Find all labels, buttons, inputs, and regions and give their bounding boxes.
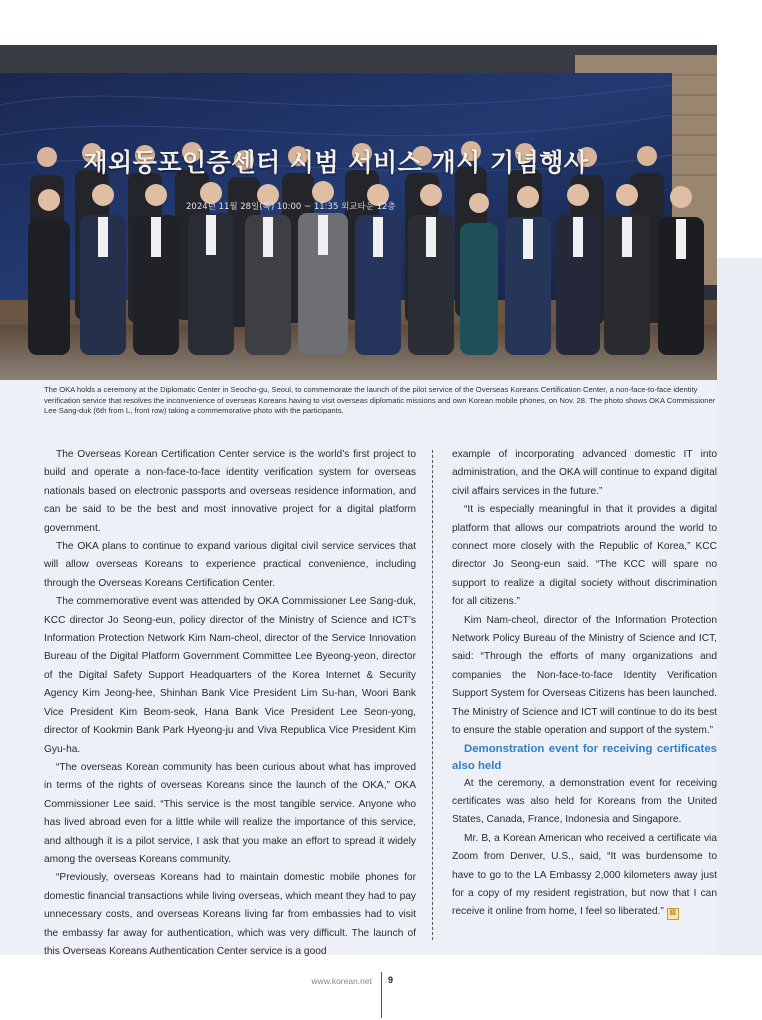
paragraph: The OKA plans to continue to expand various digital civil service services that will allow overseas Koreans to experience practical convenience, including through the Overseas Koreans Certification Center.: [44, 541, 416, 589]
paragraph: The commemorative event was attended by OKA Commissioner Lee Sang-duk, KCC director Jo Seong-eun, policy director of the Ministry of Science and ICT’s Information Protection Network Kim Nam-cheol, director of the Service Innovation Bureau of the Digital Platform Government Committee Lee Byeong-yeon, director of the Digital Safety Support Headquarters of the Korea Internet & Security Agency Kim Jeong-hee, Shinhan Bank Vice President Lim Su-han, Woori Bank Vice President Kim Beom-seok, Hana Bank Vice President Lee Seon-yong, director of Kookmin Bank Park Hyeong-ju and Viva Republica Vice President Kim Gyu-ha.: [44, 596, 416, 755]
footer-divider: [381, 972, 382, 1018]
ceremony-photo-illustration: [0, 45, 717, 380]
paragraph: Kim Nam-cheol, director of the Information Protection Network Policy Bureau of the Ministry of Science and ICT, said: “Through the efforts of many organizations and companies the Non-face-to-face Identity Verification Support System for Overseas Citizens has been launched. The Ministry of Science and ICT will continue to do its best to ensure the stable operation and support of the system.”: [452, 614, 717, 737]
footer-url: www.korean.net: [311, 976, 372, 986]
section-subheading: Demonstration event for receiving certificates also held: [452, 742, 717, 772]
page-number: 9: [388, 975, 394, 985]
article-end-mark-icon: 韓: [667, 908, 679, 920]
article-right-column: [452, 446, 717, 922]
paragraph: “The overseas Korean community has been curious about what has improved in terms of the rights of overseas Koreans since the launch of the OKA,” OKA Commissioner Lee said. “This service is the most tangible service. Anyone who has lived abroad even for a little while will realize the importance of this service, and although it is a pilot service, I ask that you make an effort to spread it widely among the overseas Koreans community.: [44, 761, 416, 865]
banner-title: 재외동포인증센터 시범 서비스 개시 기념행사: [83, 148, 589, 177]
paragraph-continuation: example of incorporating advanced domestic IT into administration, and the OKA will continue to expand digital civil affairs services in the future.”: [452, 449, 717, 497]
ceremony-photo: [0, 45, 717, 380]
paragraph: At the ceremony, a demonstration event for receiving certificates was also held for Koreans from the United States, Canada, France, Indonesia and Singapore.: [452, 777, 717, 826]
paragraph-text: Mr. B, a Korean American who received a certificate via Zoom from Denver, U.S., said, “It was burdensome to have to go to the LA Embassy 2,000 kilometers away just for a copy of my resident registration, but now that I can receive it online from home, I feel so liberated.”: [452, 832, 717, 918]
article-left-column: [44, 446, 416, 961]
banner-subtitle: 2024년 11월 28일(목) 10:00 ~ 11:35 외교타운 12층: [186, 202, 396, 212]
paragraph: “It is especially meaningful in that it provides a digital platform that allows our compatriots around the world to connect more closely with the Republic of Korea,” KCC director Jo Seong-eun said. “The KCC will spare no support to realize a digital society without discrimination for all citizens.”: [452, 504, 717, 608]
paragraph: “Previously, overseas Koreans had to maintain domestic mobile phones for domestic financial transactions while living overseas, which meant they had to pay unnecessary costs, and overseas Koreans living far from embassies had to visit the embassy far away for authentication, which was very difficult. The launch of this Overseas Koreans Authentication Center service is a good: [44, 872, 416, 957]
paragraph: The Overseas Korean Certification Center service is the world’s first project to build and operate a non-face-to-face identity verification system for overseas nationals based on electronic passports and overseas residence information, and can be said to be the best and most innovative project for a digital platform government.: [44, 449, 416, 534]
paragraph: [452, 830, 717, 922]
column-divider: [432, 450, 433, 940]
photo-caption: The OKA holds a ceremony at the Diplomatic Center in Seocho-gu, Seoul, to commemorate the launch of the pilot service of the Overseas Koreans Certification Center, a non-face-to-face identity verification service that resolves the inconvenience of overseas Koreans having to visit overseas diplomatic missions and own Korean mobile phones, on Nov. 28. The photo shows OKA Commissioner Lee Sang-duk (6th from L, front row) taking a commemorative photo with the participants.: [44, 385, 716, 416]
